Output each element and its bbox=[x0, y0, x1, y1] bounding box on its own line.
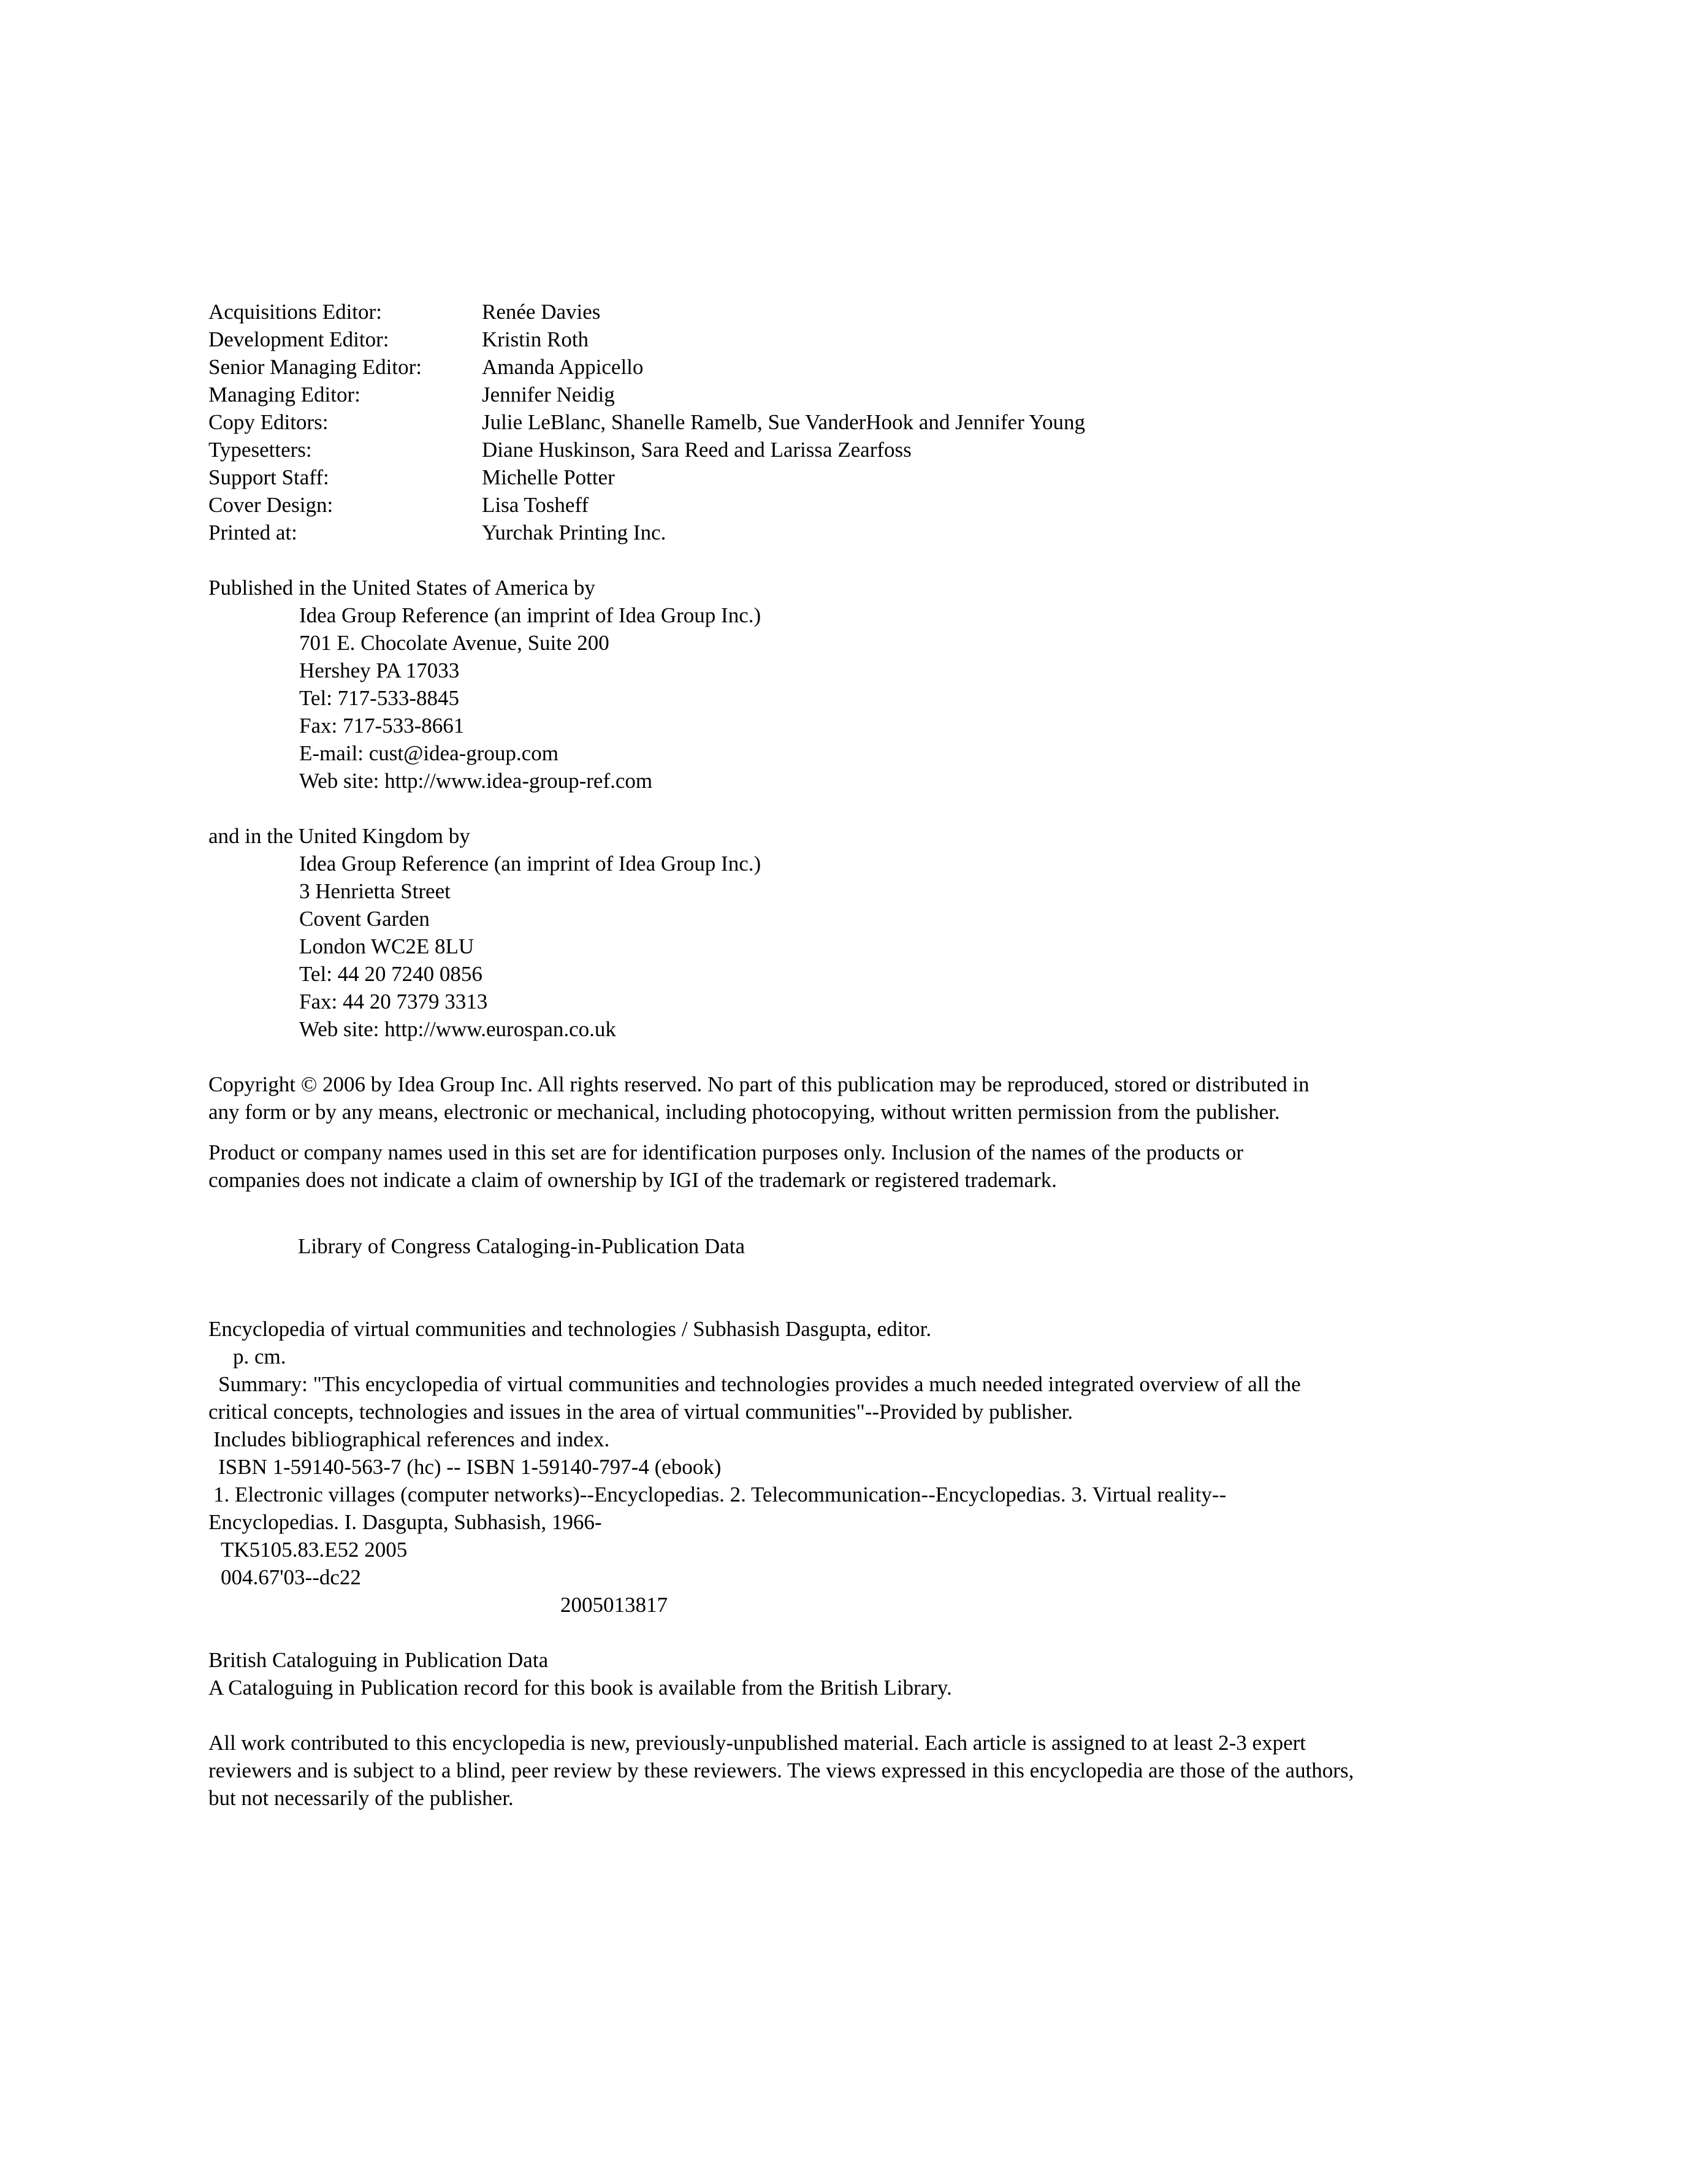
cip-line: 1. Electronic villages (computer networks)--Encyclopedias. 2. Telecommunication--Encyclopedias. 3. Virtual reality-- bbox=[213, 1483, 1227, 1506]
trademark-line: companies does not indicate a claim of ownership by IGI of the trademark or registered trademark. bbox=[208, 1168, 1057, 1192]
credit-name: Yurchak Printing Inc. bbox=[482, 521, 666, 544]
trademark-line: Product or company names used in this set are for identification purposes only. Inclusion of the names of the products or bbox=[208, 1140, 1244, 1164]
us-publisher-intro: Published in the United States of America by bbox=[208, 576, 595, 600]
address-line: Idea Group Reference (an imprint of Idea Group Inc.) bbox=[299, 603, 761, 627]
credit-role: Managing Editor: bbox=[208, 383, 360, 406]
address-line: Hershey PA 17033 bbox=[299, 658, 460, 682]
phone-line: Tel: 717-533-8845 bbox=[299, 686, 459, 710]
credit-name: Julie LeBlanc, Shanelle Ramelb, Sue VanderHook and Jennifer Young bbox=[482, 410, 1086, 434]
website-line: Web site: http://www.idea-group-ref.com bbox=[299, 769, 653, 793]
fax-line: Fax: 44 20 7379 3313 bbox=[299, 990, 488, 1013]
credit-role: Senior Managing Editor: bbox=[208, 355, 422, 379]
british-cip-text: A Cataloguing in Publication record for this book is available from the British Library. bbox=[208, 1676, 952, 1700]
credit-name: Renée Davies bbox=[482, 300, 601, 324]
cip-line: critical concepts, technologies and issues in the area of virtual communities"--Provided by publisher. bbox=[208, 1400, 1073, 1424]
credit-role: Typesetters: bbox=[208, 438, 312, 462]
address-line: London WC2E 8LU bbox=[299, 934, 475, 958]
cip-line: Includes bibliographical references and index. bbox=[213, 1427, 610, 1451]
email-line: E-mail: cust@idea-group.com bbox=[299, 741, 559, 765]
credit-name: Michelle Potter bbox=[482, 465, 615, 489]
cip-line: Summary: "This encyclopedia of virtual communities and technologies provides a much needed integrated overview of all the bbox=[218, 1372, 1301, 1396]
cip-line: 004.67'03--dc22 bbox=[221, 1565, 361, 1589]
cip-line: Encyclopedia of virtual communities and technologies / Subhasish Dasgupta, editor. bbox=[208, 1317, 932, 1341]
cip-line: ISBN 1-59140-563-7 (hc) -- ISBN 1-59140-797-4 (ebook) bbox=[218, 1455, 722, 1479]
cip-line: p. cm. bbox=[233, 1345, 286, 1368]
credit-role: Support Staff: bbox=[208, 465, 329, 489]
credit-role: Printed at: bbox=[208, 521, 297, 544]
disclaimer-line: but not necessarily of the publisher. bbox=[208, 1786, 514, 1810]
address-line: Idea Group Reference (an imprint of Idea Group Inc.) bbox=[299, 852, 761, 876]
fax-line: Fax: 717-533-8661 bbox=[299, 714, 465, 738]
credit-role: Cover Design: bbox=[208, 493, 334, 517]
credit-role: Acquisitions Editor: bbox=[208, 300, 382, 324]
disclaimer-line: reviewers and is subject to a blind, peer review by these reviewers. The views expressed in this encyclopedia are those of the authors, bbox=[208, 1758, 1354, 1782]
disclaimer-line: All work contributed to this encyclopedia is new, previously-unpublished material. Each article is assigned to at least 2-3 expert bbox=[208, 1731, 1306, 1755]
uk-publisher-intro: and in the United Kingdom by bbox=[208, 824, 470, 848]
address-line: Covent Garden bbox=[299, 907, 430, 931]
copyright-line: Copyright © 2006 by Idea Group Inc. All rights reserved. No part of this publication may be reproduced, stored or distributed in bbox=[208, 1072, 1310, 1096]
credit-name: Kristin Roth bbox=[482, 327, 589, 351]
lccn: 2005013817 bbox=[560, 1593, 668, 1617]
credit-role: Development Editor: bbox=[208, 327, 389, 351]
cip-line: TK5105.83.E52 2005 bbox=[221, 1538, 408, 1562]
cip-line: Encyclopedias. I. Dasgupta, Subhasish, 1966- bbox=[208, 1510, 602, 1534]
address-line: 701 E. Chocolate Avenue, Suite 200 bbox=[299, 631, 609, 655]
loc-heading: Library of Congress Cataloging-in-Publication Data bbox=[298, 1234, 745, 1258]
credit-name: Amanda Appicello bbox=[482, 355, 644, 379]
phone-line: Tel: 44 20 7240 0856 bbox=[299, 962, 482, 986]
british-cip-heading: British Cataloguing in Publication Data bbox=[208, 1648, 549, 1672]
website-line: Web site: http://www.eurospan.co.uk bbox=[299, 1017, 616, 1041]
credit-name: Jennifer Neidig bbox=[482, 383, 615, 406]
copyright-line: any form or by any means, electronic or mechanical, including photocopying, without written permission from the publisher. bbox=[208, 1100, 1280, 1124]
address-line: 3 Henrietta Street bbox=[299, 879, 451, 903]
credit-name: Diane Huskinson, Sara Reed and Larissa Zearfoss bbox=[482, 438, 912, 462]
credit-name: Lisa Tosheff bbox=[482, 493, 589, 517]
credit-role: Copy Editors: bbox=[208, 410, 329, 434]
